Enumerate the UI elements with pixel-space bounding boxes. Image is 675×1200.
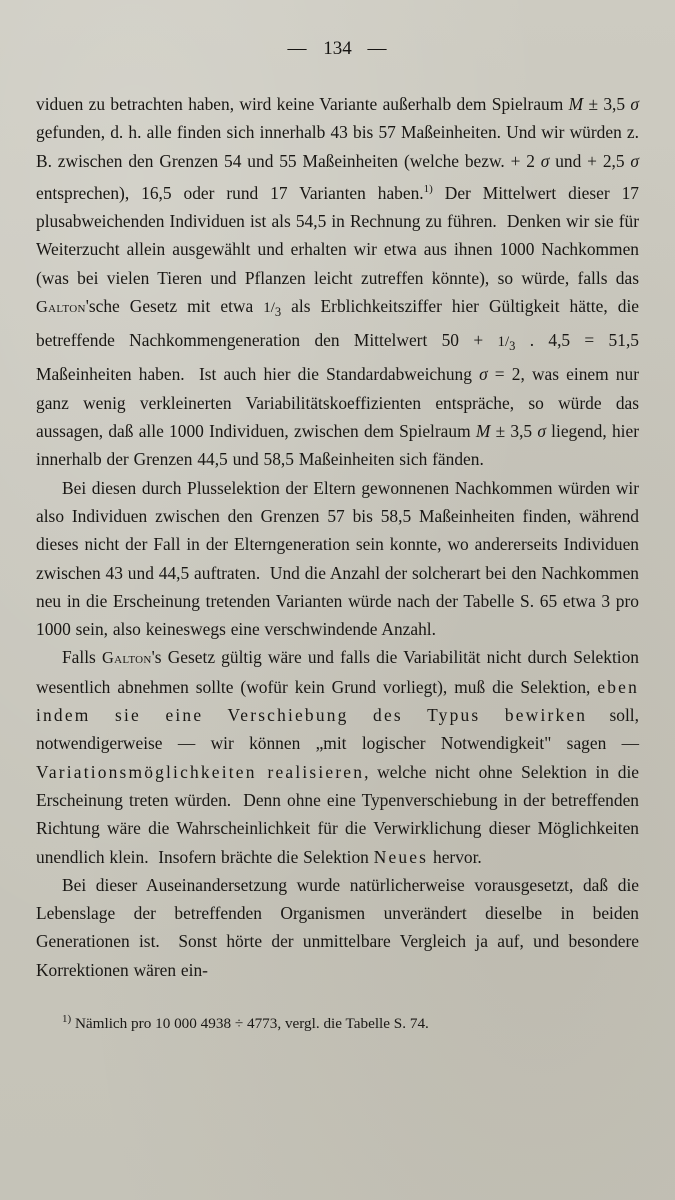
footnote-marker: 1) [62, 1013, 72, 1025]
body-text [36, 90, 639, 984]
footnote-text: Nämlich pro 10 000 4938 ÷ 4773, vergl. die Tabelle S. 74. [74, 1015, 429, 1033]
page-number-dash-right: — [367, 38, 388, 59]
paragraph-2: Bei diesen durch Plusselektion der Eltern gewonnenen Nachkommen würden wir also Individuen zwischen den Grenzen 57 bis 58,5 Maßeinheiten finden, während dieses nicht der Fall in der Elterngeneration sein konnte, wo andererseits Individuen zwischen 43 und 44,5 auftraten. Und die Anzahl der solcherart bei den Nachkommen neu in die Erscheinung tretenden Varianten würde nach der Tabelle S. 65 etwa 3 pro 1000 sein, also keineswegs eine verschwindende Anzahl. [36, 477, 639, 640]
page-number [0, 0, 675, 60]
paragraph-3: Falls Galton's Gesetz gültig wäre und falls die Variabilität nicht durch Selektion wesentlich abnehmen sollte (wofür kein Grund vorliegt), muß die Selektion, eben indem sie eine Verschiebung des Typus bewirken soll, notwendigerweise — wir können „mit logischer Notwendigkeit" sagen — Variationsmöglichkeiten realisieren, welche nicht ohne Selektion in die Erscheinung treten würden. Denn ohne eine Typenverschiebung in der betreffenden Richtung wäre die Wahrscheinlichkeit für die Verwirklichung dieser Möglichkeiten unendlich klein. Insofern brächte die Selektion Neues hervor. [36, 647, 639, 867]
paragraph-1: viduen zu betrachten haben, wird keine Variante außerhalb dem Spielraum M ± 3,5 σ gefunden, d. h. alle finden sich innerhalb 43 bis 57 Maßeinheiten. Und wir würden z. B. zwischen den Grenzen 54 und 55 Maßeinheiten (welche bezw. + 2 σ und + 2,5 σ entsprechen), 16,5 oder rund 17 Varianten haben.$^{1)}$ Der Mittelwert dieser 17 plusabweichenden Individuen ist als 54,5 in Rechnung zu führen. Denken wir sie für Weiterzucht allein ausgewählt und erhalten wir etwa aus ihnen 1000 Nachkommen (was bei vielen Tieren und Pflanzen leicht zutreffen könnte), so würde, falls das Galton'sche Gesetz mit etwa $1/_3$ als Erblichkeitsziffer hier Gültigkeit hätte, die betreffende Nachkommengeneration den Mittelwert $50 + 1/_3$ . 4,5 = 51,5 Maßeinheiten haben. Ist auch hier die Standardabweichung σ = 2, was einem nur ganz wenig verkleinerten Variabilitätskoeffizienten entspräche, so würde das aussagen, daß alle 1000 Individuen, zwischen dem Spielraum M ± 3,5 σ liegend, hier innerhalb der Grenzen 44,5 und 58,5 Maßeinheiten sich fänden. [36, 94, 639, 470]
footnote [36, 1008, 639, 1035]
page-number-dash-left: — [287, 38, 308, 59]
page-number-value: 134 [323, 38, 352, 59]
paragraph-4: Bei dieser Auseinandersetzung wurde natürlicherweise vorausgesetzt, daß die Lebenslage der betreffenden Organismen unverändert dieselbe in beiden Generationen ist. Sonst hörte der unmittelbare Vergleich ja auf, und besondere Korrektionen wären ein- [36, 874, 639, 980]
